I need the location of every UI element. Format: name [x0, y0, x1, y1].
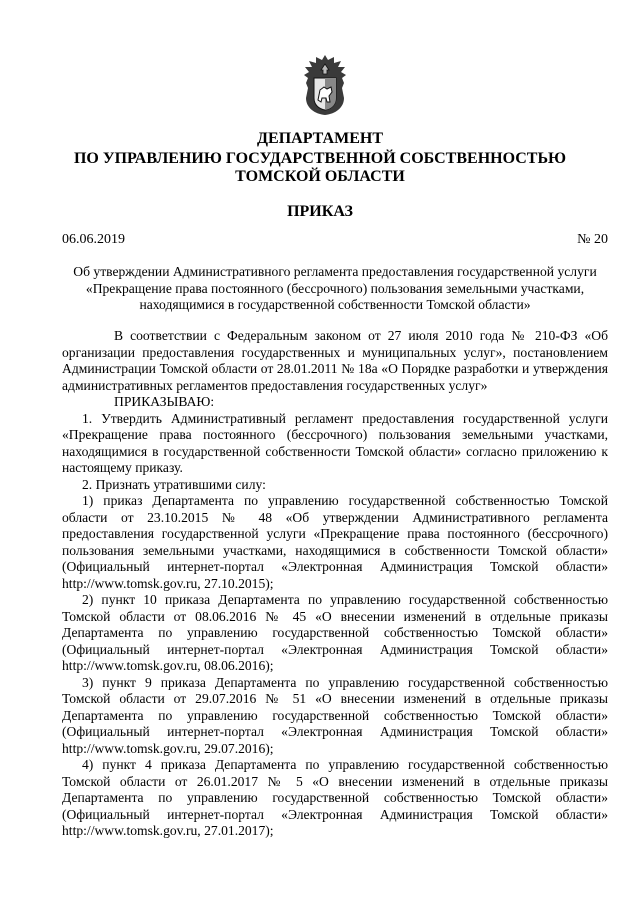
- department-title-line2: ПО УПРАВЛЕНИЮ ГОСУДАРСТВЕННОЙ СОБСТВЕННОСТЬЮ: [73, 150, 567, 167]
- order-keyword: ПРИКАЗЫВАЮ:: [114, 394, 215, 409]
- document-subject: [62, 264, 608, 314]
- department-title-line1: ДЕПАРТАМЕНТ: [257, 130, 383, 147]
- subject-line2: «Прекращение права постоянного (бессрочного) пользования земельными участками,: [85, 280, 585, 296]
- subitem-1-paragraph: 1) приказ Департамента по управлению государственной собственностью Томской области от 23.10.2015 № 48 «Об утверждении Административного регламента предоставления государственной услуги «Прекращение права постоянного (бессрочного) пользования земельными участками, находящимися в собственности Томской области» (Официальный интернет-портал «Электронная Администрация Томской области» http://www.tomsk.gov.ru, 27.10.2015);: [62, 493, 608, 591]
- document-body: [62, 328, 608, 840]
- preamble-paragraph: В соответствии с Федеральным законом от 27 июля 2010 года № 210-ФЗ «Об организации предоставления государственных и муниципальных услуг», постановлением Администрации Томской области от 28.01.2011 № 18а «О Порядке разработки и утверждения административных регламентов предоставления государственных услуг»: [62, 328, 608, 393]
- subject-line1: Об утверждении Административного регламента предоставления государственной услуги: [73, 264, 597, 279]
- subitem-4-paragraph: 4) пункт 4 приказа Департамента по управлению государственной собственностью Томской области от 26.01.2017 № 5 «О внесении изменений в отдельные приказы Департамента по управлению государственной собственностью Томской области» (Официальный интернет-портал «Электронная Администрация Томской области» http://www.tomsk.gov.ru, 27.01.2017);: [62, 757, 608, 838]
- item-1-paragraph: 1. Утвердить Административный регламент предоставления государственной услуги «Прекращение права постоянного (бессрочного) пользования земельными участками, находящимися в государственной собственности Томской области» согласно приложению к настоящему приказу.: [62, 410, 608, 475]
- department-title-line3: ТОМСКОЙ ОБЛАСТИ: [235, 168, 405, 185]
- subitem-3-paragraph: 3) пункт 9 приказа Департамента по управлению государственной собственностью Томской области от 29.07.2016 № 51 «О внесении изменений в отдельные приказы Департамента по управлению государственной собственностью Томской области» (Официальный интернет-портал «Электронная Администрация Томской области» http://www.tomsk.gov.ru, 29.07.2016);: [62, 674, 608, 756]
- document-date: 06.06.2019: [62, 232, 125, 247]
- subitem-2-paragraph: 2) пункт 10 приказа Департамента по управлению государственной собственностью Томской области от 08.06.2016 № 45 «О внесении изменений в отдельные приказы Департамента по управлению государственной собственностью Томской области» (Официальный интернет-портал «Электронная Администрация Томской области» http://www.tomsk.gov.ru, 08.06.2016);: [62, 592, 608, 673]
- subject-line3: находящимися в государственной собственности Томской области»: [139, 297, 531, 312]
- coat-of-arms-emblem: [301, 54, 349, 116]
- document-number: № 20: [577, 232, 608, 247]
- document-type: ПРИКАЗ: [287, 203, 353, 220]
- item-2-paragraph: 2. Признать утратившими силу:: [82, 476, 266, 492]
